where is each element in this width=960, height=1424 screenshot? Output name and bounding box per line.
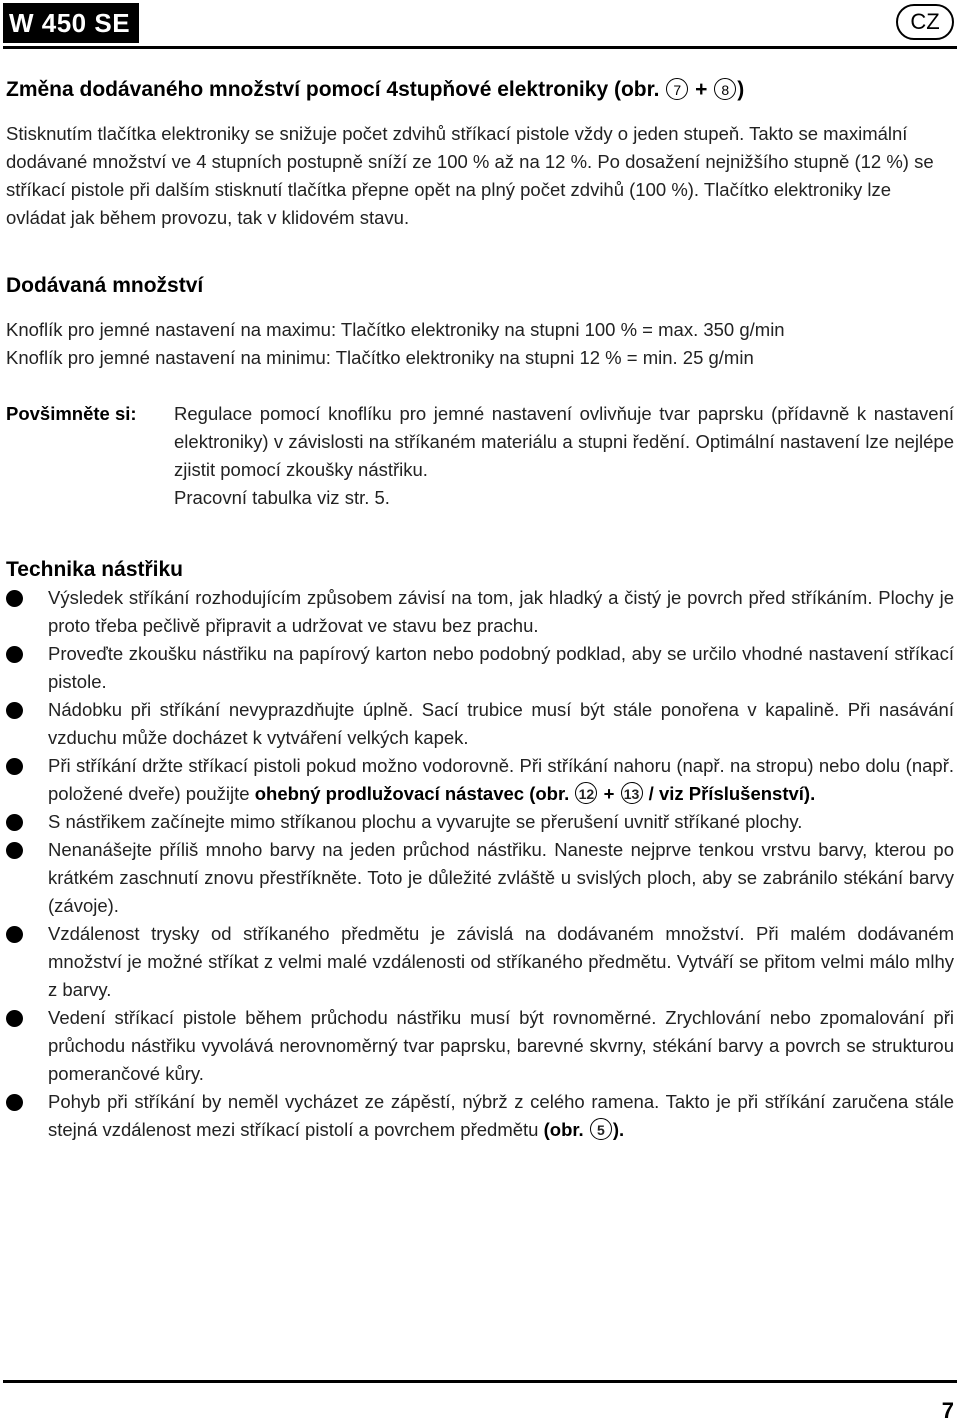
bullet-icon — [6, 1094, 23, 1111]
bullet-icon — [6, 814, 23, 831]
list-item: S nástřikem začínejte mimo stříkanou plochu a vyvarujte se přerušení uvnitř stříkané plochy. — [6, 808, 954, 836]
list-item: Pohyb při stříkání by neměl vycházet ze zápěstí, nýbrž z celého ramena. Takto je při stříkání zaručena stále stejná vzdálenost mezi stříkací pistolí a povrchem předmětu (obr. 5 ). — [6, 1088, 954, 1144]
section-title-technique: Technika nástřiku — [6, 558, 184, 581]
header-rule — [3, 46, 957, 49]
bullet-icon — [6, 590, 23, 607]
language-badge: CZ — [896, 4, 954, 40]
bullet-icon — [6, 758, 23, 775]
footer-rule — [3, 1380, 957, 1383]
list-item: Výsledek stříkání rozhodujícím způsobem závisí na tom, jak hladký a čistý je povrch před stříkáním. Plochy je proto třeba pečlivě připravit a udržovat ve stavu bez prachu. — [6, 584, 954, 640]
note-label: Povšimněte si: — [6, 403, 137, 424]
list-item: Proveďte zkoušku nástřiku na papírový karton nebo podobný podklad, aby se určilo vhodné nastavení stříkací pistole. — [6, 640, 954, 696]
list-item: Nenanášejte příliš mnoho barvy na jeden průchod nástřiku. Naneste nejprve tenkou vrstvu barvy, kterou po krátkém zaschnutí znovu přestříkněte. Toto je důležité zvláště u svislých ploch, aby se zabránilo stékání barvy (závoje). — [6, 836, 954, 920]
list-item: Při stříkání držte stříkací pistoli pokud možno vodorovně. Při stříkání nahoru (např. na stropu) nebo dolu (např. položené dveře) použijte ohebný prodlužovací nástavec (obr. 12 + 13 / viz Příslušenství). — [6, 752, 954, 808]
note-block — [6, 400, 954, 512]
figure-ref-13: 13 — [621, 782, 643, 804]
bullet-icon — [6, 926, 23, 943]
delivery-max-line: Knoflík pro jemné nastavení na maximu: Tlačítko elektroniky na stupni 100 % = max. 350 g/min — [6, 319, 785, 340]
section-title-electronics: Změna dodávaného množství pomocí 4stupňové elektroniky (obr. 7 + 8 ) — [6, 78, 745, 101]
page-content — [6, 70, 954, 1144]
figure-ref-8: 8 — [714, 78, 736, 100]
page-number: 7 — [941, 1398, 954, 1423]
figure-ref-12: 12 — [575, 782, 597, 804]
list-item: Nádobku při stříkání nevyprazdňujte úplně. Sací trubice musí být stále ponořena v kapalině. Při nasávání vzduchu může docházet k vytváření velkých kapek. — [6, 696, 954, 752]
figure-ref-5: 5 — [590, 1118, 612, 1140]
bullet-icon — [6, 702, 23, 719]
delivery-min-line: Knoflík pro jemné nastavení na minimu: Tlačítko elektroniky na stupni 12 % = min. 25 g/min — [6, 347, 754, 368]
note-text: Regulace pomocí knoflíku pro jemné nastavení ovlivňuje tvar paprsku (přídavně k nastavení elektroniky) v závislosti na stříkaném materiálu a stupni ředění. Optimální nastavení lze nejlépe zjistit pomocí zkoušky nástřiku. Pracovní tabulka viz str. 5. — [174, 403, 954, 508]
technique-list — [6, 584, 954, 1144]
electronics-paragraph: Stisknutím tlačítka elektroniky se snižuje počet zdvihů stříkací pistole vždy o jeden stupeň. Takto se maximální dodávané množství ve 4 stupních postupně sníží ze 100 % až na 12 %. Po dosažení nejnižšího stupně (12 %) se stříkací pistole při dalším stisknutí tlačítka přepne opět na plný počet zdvihů (100 %). Tlačítko elektroniky lze ovládat jak během provozu, tak v klidovém stavu. — [6, 123, 934, 228]
bullet-icon — [6, 842, 23, 859]
figure-ref-7: 7 — [666, 78, 688, 100]
model-label: W 450 SE — [3, 3, 139, 43]
bullet-icon — [6, 646, 23, 663]
list-item: Vzdálenost trysky od stříkaného předmětu je závislá na dodávaném množství. Při malém dodávaném množství je možné stříkat z velmi malé vzdálenosti od stříkaného předmětu. Vytváří se přitom velmi málo mlhy z barvy. — [6, 920, 954, 1004]
list-item: Vedení stříkací pistole během průchodu nástřiku musí být rovnoměrné. Zrychlování nebo zpomalování při průchodu nástřiku vyvolává nerovnoměrný tvar paprsku, barevné skvrny, stékání barvy a povrch se strukturou pomerančové kůry. — [6, 1004, 954, 1088]
section-title-delivery: Dodávaná množství — [6, 274, 204, 297]
bullet-icon — [6, 1010, 23, 1027]
